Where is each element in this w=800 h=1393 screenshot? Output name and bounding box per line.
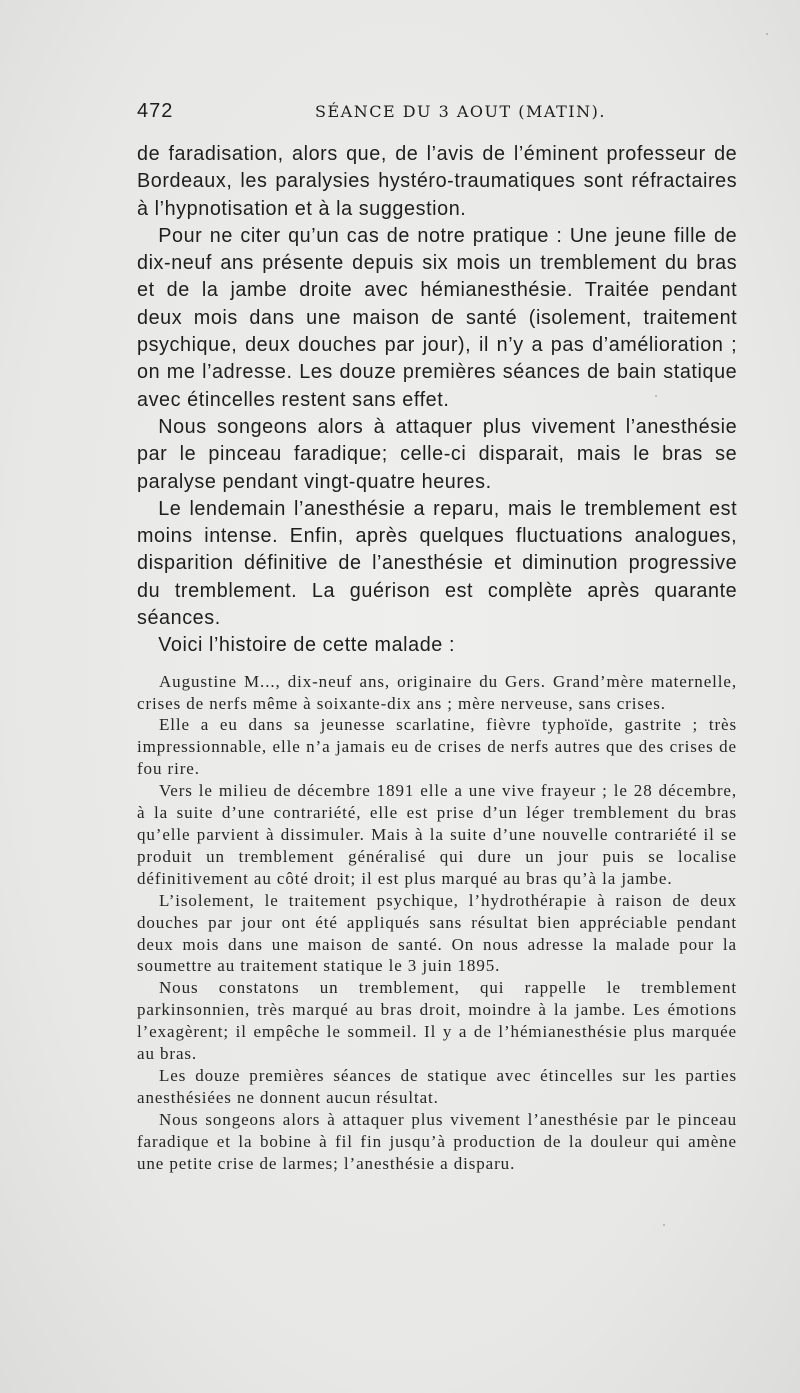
print-speck: [766, 33, 768, 35]
print-speck: [655, 395, 657, 397]
case-paragraph: L’isolement, le traitement psychique, l’hydrothérapie à raison de deux douches par jour ont été appliqués sans résultat bien appréciable pendant deux mois dans une maison de santé. On nous adresse la malade pour la soumettre au traitement statique le 3 juin 1895.: [137, 890, 737, 976]
page-header: [137, 100, 737, 130]
paragraph: Voici l’histoire de cette malade :: [158, 633, 456, 657]
paragraph: Nous songeons alors à attaquer plus vivement l’anesthésie par le pinceau faradique; celle-ci disparait, mais le bras se paralyse pendant vingt-quatre heures.: [137, 414, 738, 493]
paragraph: Pour ne citer qu’un cas de notre pratique : Une jeune fille de dix-neuf ans présente depuis six mois un tremblement du bras et de la jambe droite avec hémianesthésie. Traitée pendant deux mois dans une maison de santé (isolement, traitement psychique, deux douches par jour), il n’y a pas d’amélioration ; on me l’adresse. Les douze premières séances de bain statique avec étincelles restent sans effet.: [137, 223, 738, 411]
case-paragraph: Augustine M..., dix-neuf ans, originaire du Gers. Grand’mère maternelle, crises de nerfs même à soixante-dix ans ; mère nerveuse, sans crises.: [137, 671, 737, 713]
page-number: 472: [137, 100, 174, 122]
paragraph: de faradisation, alors que, de l’avis de l’éminent professeur de Bordeaux, les paralysies hystéro-traumatiques sont réfractaires à l’hypnotisation et à la suggestion.: [137, 142, 738, 220]
main-text: [137, 140, 737, 659]
case-paragraph: Nous constatons un tremblement, qui rappelle le tremblement parkinsonnien, très marqué au bras droit, moindre à la jambe. Les émotions l’exagèrent; il empêche le sommeil. Il y a de l’hémianesthésie plus marquée au bras.: [137, 978, 737, 1064]
case-paragraph: Les douze premières séances de statique avec étincelles sur les parties anesthésiées ne donnent aucun résultat.: [137, 1065, 737, 1107]
case-paragraph: Elle a eu dans sa jeunesse scarlatine, fièvre typhoïde, gastrite ; très impressionnable, elle n’a jamais eu de crises de nerfs autres que des crises de fou rire.: [137, 715, 737, 779]
page-body: [137, 140, 737, 1174]
case-history: [137, 671, 737, 1175]
running-title: SÉANCE DU 3 AOUT (MATIN).: [315, 102, 606, 121]
case-paragraph: Nous songeons alors à attaquer plus vivement l’anesthésie par le pinceau faradique et la bobine à fil fin jusqu’à production de la douleur qui amène une petite crise de larmes; l’anesthésie a disparu.: [137, 1109, 737, 1173]
print-speck: [663, 1224, 665, 1226]
paragraph: Le lendemain l’anesthésie a reparu, mais le tremblement est moins intense. Enfin, après quelques fluctuations analogues, disparition définitive de l’anesthésie et diminution progressive du tremblement. La guérison est complète après quarante séances.: [137, 496, 738, 630]
case-paragraph: Vers le milieu de décembre 1891 elle a une vive frayeur ; le 28 décembre, à la suite d’une contrariété, elle est prise d’un léger tremblement du bras qu’elle parvient à dissimuler. Mais à la suite d’une nouvelle contrariété il se produit un tremblement généralisé qui dure un jour puis se localise définitivement au côté droit; il est plus marqué au bras qu’à la jambe.: [137, 781, 737, 888]
